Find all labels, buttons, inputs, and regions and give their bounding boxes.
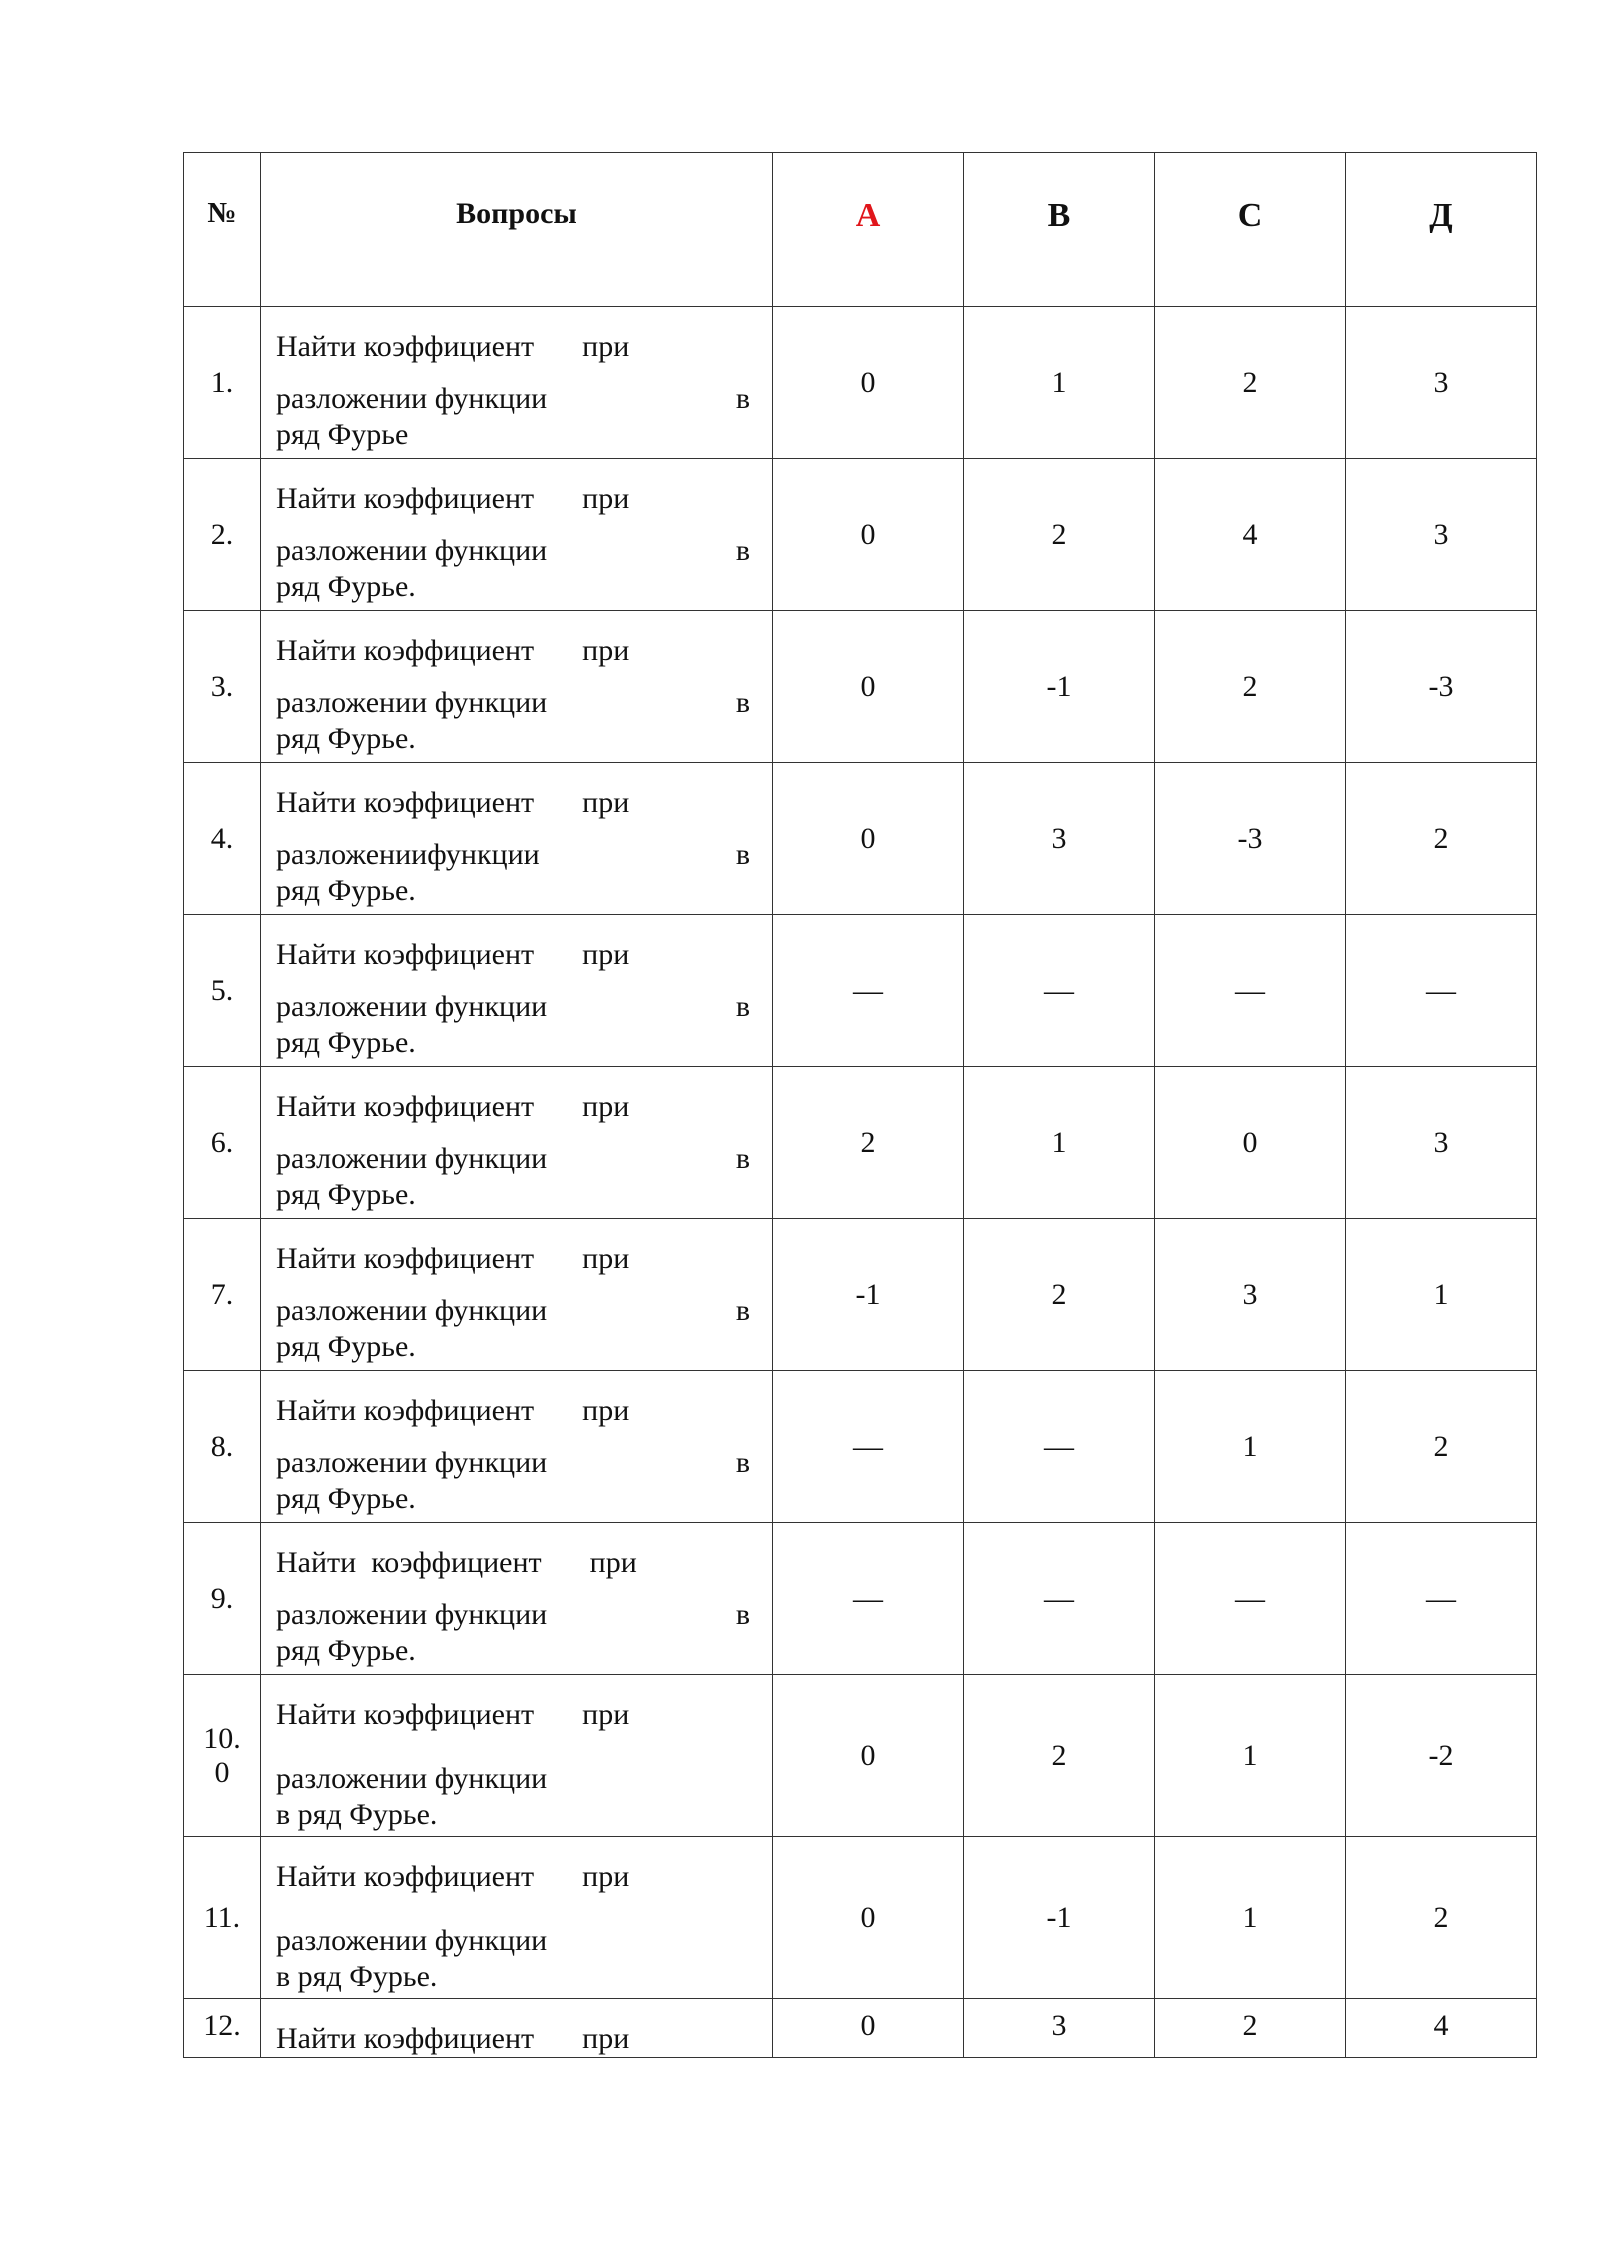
question-fourier-series: ряд Фурье. <box>276 874 416 907</box>
question-at: при <box>582 330 630 363</box>
answer-a: — <box>773 1371 964 1523</box>
question-find-coefficient: Найти коэффициент <box>276 2022 535 2055</box>
question-line-1 <box>261 459 772 517</box>
question-expansion: разложении функции <box>276 1762 548 1795</box>
question-line-2 <box>261 1277 772 1329</box>
question-expansion: разложении функции <box>276 1142 548 1175</box>
table-row <box>184 763 1537 915</box>
question-find-coefficient: Найти коэффициент <box>276 1860 535 1893</box>
question-line-2 <box>261 669 772 721</box>
answer-c: 1 <box>1155 1675 1346 1837</box>
answer-d: 3 <box>1346 459 1537 611</box>
answer-a: — <box>773 1523 964 1675</box>
table-row <box>184 611 1537 763</box>
question-line-2 <box>261 1581 772 1633</box>
header-row <box>184 153 1537 307</box>
question-number: 11. <box>184 1837 261 1999</box>
question-fourier-series: ряд Фурье <box>276 418 409 451</box>
question-expansion: разложении функции <box>276 686 548 719</box>
question-at: при <box>582 1090 630 1123</box>
question-find-coefficient: Найти коэффициент <box>276 938 535 971</box>
answer-d: 1 <box>1346 1219 1537 1371</box>
answer-d: 2 <box>1346 1371 1537 1523</box>
answer-d: 2 <box>1346 1837 1537 1999</box>
table-row <box>184 1219 1537 1371</box>
question-line-2 <box>261 1429 772 1481</box>
table-row <box>184 459 1537 611</box>
answer-d: -2 <box>1346 1675 1537 1837</box>
question-find-coefficient: Найти коэффициент <box>276 1394 535 1427</box>
question-text <box>261 763 773 915</box>
question-at: при <box>582 634 630 667</box>
question-line-1 <box>261 1675 772 1733</box>
question-text <box>261 1999 773 2058</box>
question-in: в <box>735 838 750 871</box>
question-expansion: разложении функции <box>276 1446 548 1479</box>
table-row <box>184 1371 1537 1523</box>
question-text <box>261 307 773 459</box>
question-line-1 <box>261 1999 772 2057</box>
question-fourier-series: в ряд Фурье. <box>276 1798 438 1831</box>
question-fourier-series: ряд Фурье. <box>276 1634 416 1667</box>
question-line-1 <box>261 1523 772 1581</box>
answer-b: — <box>964 915 1155 1067</box>
answer-c: 0 <box>1155 1067 1346 1219</box>
answer-c: — <box>1155 915 1346 1067</box>
answer-b: 1 <box>964 1067 1155 1219</box>
answer-a: 0 <box>773 1675 964 1837</box>
answer-c: -3 <box>1155 763 1346 915</box>
question-text <box>261 1837 773 1999</box>
question-line-2 <box>261 1895 772 1959</box>
table-row <box>184 1999 1537 2058</box>
question-at: при <box>582 786 630 819</box>
question-number: 7. <box>184 1219 261 1371</box>
question-line-1 <box>261 915 772 973</box>
table-row <box>184 1837 1537 1999</box>
answer-a: 0 <box>773 307 964 459</box>
question-fourier-series: ряд Фурье. <box>276 570 416 603</box>
answer-d: 4 <box>1346 1999 1537 2058</box>
question-line-2 <box>261 517 772 569</box>
answer-a: 2 <box>773 1067 964 1219</box>
answer-b: — <box>964 1371 1155 1523</box>
question-fourier-series: ряд Фурье. <box>276 722 416 755</box>
answer-d: -3 <box>1346 611 1537 763</box>
question-line-1 <box>261 1371 772 1429</box>
answer-c: — <box>1155 1523 1346 1675</box>
question-find-coefficient: Найти коэффициент <box>276 634 535 667</box>
question-expansion: разложении функции <box>276 990 548 1023</box>
question-number-part: 10. <box>203 1721 241 1755</box>
question-number: 1. <box>184 307 261 459</box>
question-find-coefficient: Найти коэффициент <box>276 1546 542 1579</box>
header-number: № <box>184 153 261 307</box>
answer-c: 1 <box>1155 1371 1346 1523</box>
header-option-a: A <box>773 153 964 307</box>
question-in: в <box>735 382 750 415</box>
question-find-coefficient: Найти коэффициент <box>276 330 535 363</box>
question-line-2 <box>261 821 772 873</box>
question-at: при <box>589 1546 637 1579</box>
header-option-c: C <box>1155 153 1346 307</box>
question-number: 5. <box>184 915 261 1067</box>
question-text <box>261 459 773 611</box>
question-fourier-series: ряд Фурье. <box>276 1026 416 1059</box>
question-expansion: разложениифункции <box>276 838 540 871</box>
answer-c: 2 <box>1155 1999 1346 2058</box>
answer-a: -1 <box>773 1219 964 1371</box>
question-at: при <box>582 1698 630 1731</box>
question-fourier-series: в ряд Фурье. <box>276 1960 438 1993</box>
question-text <box>261 1523 773 1675</box>
question-at: при <box>582 2022 630 2055</box>
question-in: в <box>735 1142 750 1175</box>
question-text <box>261 1675 773 1837</box>
question-at: при <box>582 482 630 515</box>
question-at: при <box>582 1394 630 1427</box>
question-in: в <box>735 1446 750 1479</box>
question-number: 12. <box>184 1999 261 2058</box>
question-at: при <box>582 1242 630 1275</box>
table-row <box>184 307 1537 459</box>
question-at: при <box>582 1860 630 1893</box>
answer-c: 4 <box>1155 459 1346 611</box>
question-number <box>184 1675 261 1837</box>
answer-a: 0 <box>773 763 964 915</box>
table-row <box>184 915 1537 1067</box>
question-number: 9. <box>184 1523 261 1675</box>
question-expansion: разложении функции <box>276 1598 548 1631</box>
question-line-1 <box>261 1219 772 1277</box>
question-in: в <box>735 686 750 719</box>
question-find-coefficient: Найти коэффициент <box>276 1698 535 1731</box>
answer-d: 2 <box>1346 763 1537 915</box>
quiz-table <box>183 152 1537 2058</box>
table-row <box>184 1675 1537 1837</box>
question-line-1 <box>261 611 772 669</box>
question-text <box>261 1219 773 1371</box>
question-line-2 <box>261 1733 772 1797</box>
answer-c: 2 <box>1155 611 1346 763</box>
question-find-coefficient: Найти коэффициент <box>276 482 535 515</box>
question-line-1 <box>261 1067 772 1125</box>
question-line-2 <box>261 1125 772 1177</box>
answer-b: 3 <box>964 763 1155 915</box>
question-number-part: 0 <box>214 1755 230 1789</box>
answer-b: -1 <box>964 611 1155 763</box>
question-number: 8. <box>184 1371 261 1523</box>
question-in: в <box>735 990 750 1023</box>
question-expansion: разложении функции <box>276 1924 548 1957</box>
answer-d: 3 <box>1346 307 1537 459</box>
question-fourier-series: ряд Фурье. <box>276 1330 416 1363</box>
answer-a: 0 <box>773 1999 964 2058</box>
header-option-d: Д <box>1346 153 1537 307</box>
answer-d: — <box>1346 1523 1537 1675</box>
answer-c: 3 <box>1155 1219 1346 1371</box>
question-line-1 <box>261 763 772 821</box>
header-questions: Вопросы <box>261 153 773 307</box>
question-expansion: разложении функции <box>276 382 548 415</box>
answer-b: 2 <box>964 459 1155 611</box>
answer-a: 0 <box>773 1837 964 1999</box>
table-row <box>184 1523 1537 1675</box>
question-line-2 <box>261 973 772 1025</box>
question-number: 2. <box>184 459 261 611</box>
answer-b: 2 <box>964 1219 1155 1371</box>
answer-d: — <box>1346 915 1537 1067</box>
answer-a: 0 <box>773 611 964 763</box>
question-in: в <box>735 1598 750 1631</box>
answer-d: 3 <box>1346 1067 1537 1219</box>
question-number: 4. <box>184 763 261 915</box>
question-find-coefficient: Найти коэффициент <box>276 1242 535 1275</box>
question-find-coefficient: Найти коэффициент <box>276 1090 535 1123</box>
answer-b: -1 <box>964 1837 1155 1999</box>
question-at: при <box>582 938 630 971</box>
question-fourier-series: ряд Фурье. <box>276 1178 416 1211</box>
question-number: 3. <box>184 611 261 763</box>
header-option-b: B <box>964 153 1155 307</box>
question-text <box>261 1067 773 1219</box>
question-line-1 <box>261 307 772 365</box>
question-text <box>261 611 773 763</box>
answer-c: 2 <box>1155 307 1346 459</box>
question-line-1 <box>261 1837 772 1895</box>
question-expansion: разложении функции <box>276 534 548 567</box>
question-expansion: разложении функции <box>276 1294 548 1327</box>
question-text <box>261 1371 773 1523</box>
answer-b: 1 <box>964 307 1155 459</box>
answer-a: — <box>773 915 964 1067</box>
question-number: 6. <box>184 1067 261 1219</box>
answer-a: 0 <box>773 459 964 611</box>
question-in: в <box>735 534 750 567</box>
answer-c: 1 <box>1155 1837 1346 1999</box>
question-find-coefficient: Найти коэффициент <box>276 786 535 819</box>
question-text <box>261 915 773 1067</box>
table-row <box>184 1067 1537 1219</box>
answer-b: 2 <box>964 1675 1155 1837</box>
answer-b: 3 <box>964 1999 1155 2058</box>
question-fourier-series: ряд Фурье. <box>276 1482 416 1515</box>
answer-b: — <box>964 1523 1155 1675</box>
question-line-2 <box>261 365 772 417</box>
question-in: в <box>735 1294 750 1327</box>
